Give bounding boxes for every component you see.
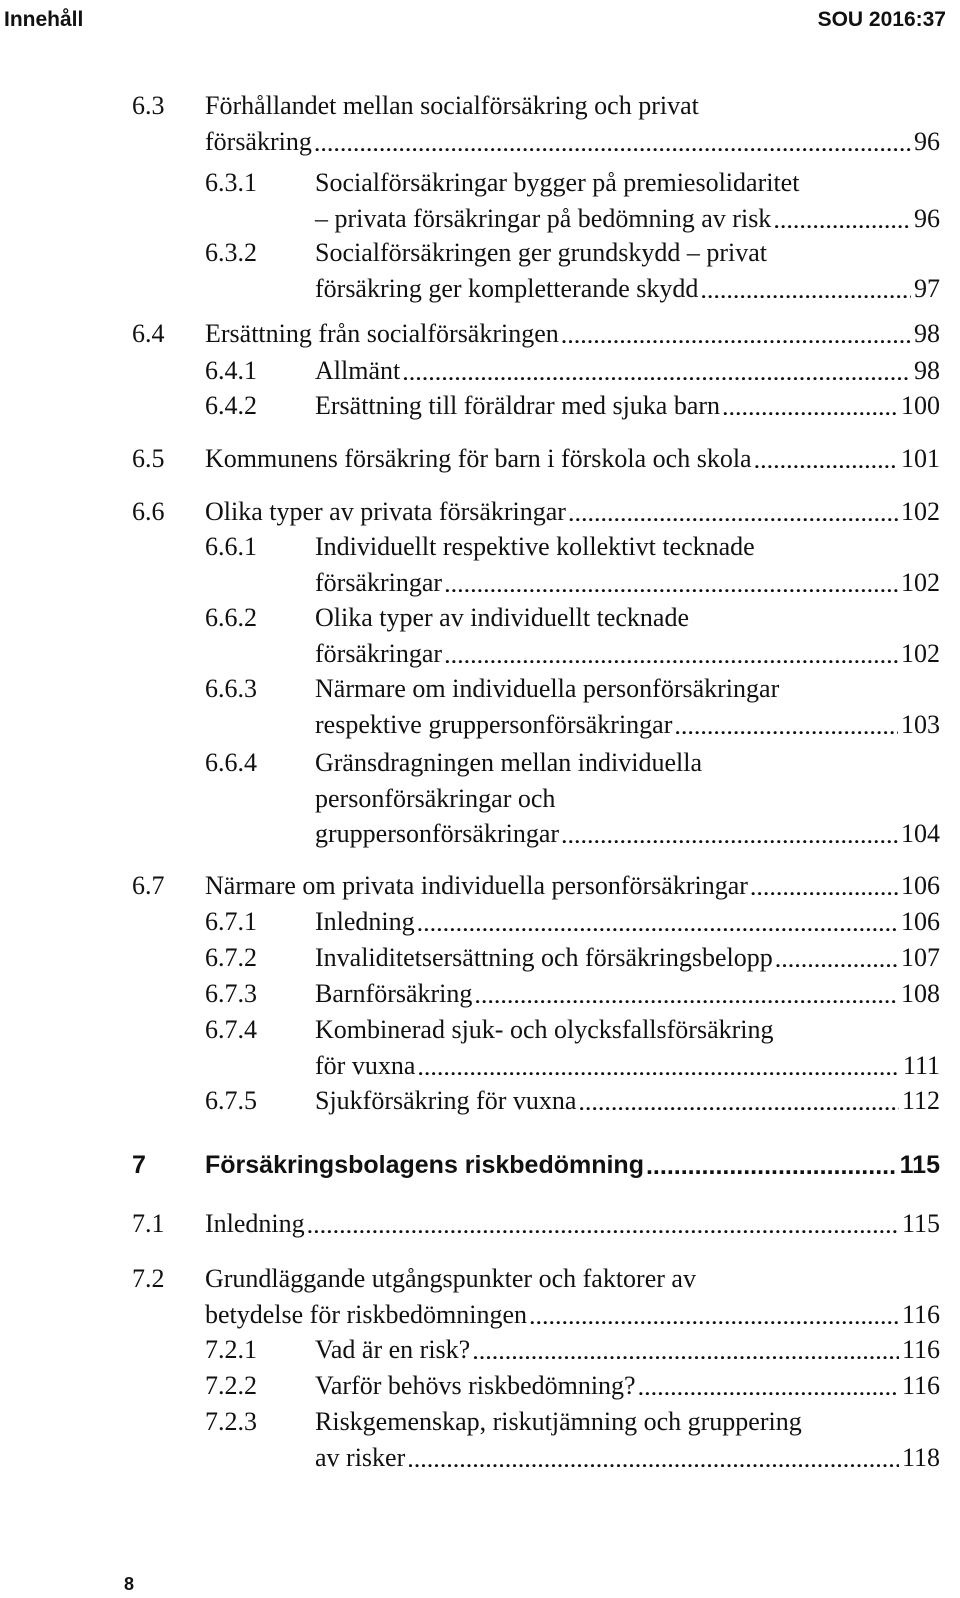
toc-entry-title: försäkring ger kompletterande skydd — [315, 273, 699, 303]
toc-entry-title: Kombinerad sjuk- och olycksfallsförsäkring — [315, 1015, 774, 1044]
toc-entry-title: – privata försäkringar på bedömning av risk — [315, 203, 772, 233]
dot-leader — [750, 869, 898, 895]
toc-entry-number: 7.2.1 — [205, 1335, 257, 1364]
toc-entry-title: Olika typer av privata försäkringar — [205, 497, 566, 526]
toc-entry-page: 115 — [899, 1151, 940, 1179]
toc-entry-number: 6.6.1 — [205, 532, 257, 561]
toc-entry[interactable] — [205, 1332, 940, 1368]
toc-entry-title: Ersättning till föräldrar med sjuka barn — [315, 391, 721, 420]
toc-entry-page: 96 — [914, 203, 940, 233]
toc-entry[interactable] — [205, 353, 940, 389]
toc-entry-number: 7 — [132, 1151, 146, 1179]
toc-entry-title: personförsäkringar och — [315, 783, 556, 813]
toc-entry-number: 6.6 — [132, 497, 165, 526]
toc-entry-page: 116 — [901, 1335, 940, 1364]
toc-entry-page: 103 — [901, 709, 940, 739]
toc-entry-page: 107 — [901, 943, 940, 972]
toc-entry-title: Allmänt — [315, 356, 401, 385]
toc-entry-page: 111 — [902, 1050, 940, 1080]
toc-entry-page: 98 — [914, 319, 940, 348]
toc-entry-title: Inledning — [205, 1209, 305, 1238]
toc-entry-title: Varför behövs riskbedömning? — [315, 1371, 636, 1400]
toc-entry-title: Gränsdragningen mellan individuella — [315, 748, 703, 777]
toc-entry-number: 6.7.1 — [205, 907, 257, 936]
toc-entry[interactable] — [205, 671, 940, 742]
toc-entry-number: 6.3.1 — [205, 168, 257, 197]
toc-entry-number: 7.2.3 — [205, 1407, 257, 1436]
toc-entry-page: 116 — [901, 1371, 940, 1400]
toc-entry-number: 6.7.2 — [205, 943, 257, 972]
toc-entry-number: 6.7 — [132, 871, 165, 900]
toc-entry[interactable] — [132, 1206, 940, 1242]
toc-entry-number: 6.3.2 — [205, 238, 257, 267]
toc-entry[interactable] — [205, 940, 940, 976]
dot-leader — [472, 1333, 899, 1359]
toc-entry[interactable] — [205, 388, 940, 424]
toc-entry[interactable] — [132, 868, 940, 904]
toc-entry-title: Förhållandet mellan socialförsäkring och privat — [205, 91, 699, 120]
toc-entry-page: 96 — [914, 126, 940, 156]
toc-entry-page: 116 — [901, 1299, 940, 1329]
toc-entry-number: 6.6.4 — [205, 748, 257, 777]
dot-leader — [444, 637, 898, 663]
toc-entry-title: betydelse för riskbedömningen — [205, 1299, 528, 1329]
toc-entry-page: 102 — [901, 638, 940, 668]
dot-leader — [407, 1441, 899, 1467]
dot-leader — [638, 1369, 899, 1395]
toc-entry-title: för vuxna — [315, 1050, 416, 1080]
dot-leader — [561, 317, 911, 343]
toc-entry-title: Socialförsäkringar bygger på premiesolidaritet — [315, 168, 800, 197]
toc-entry-title: försäkring — [205, 126, 312, 156]
toc-entry-page: 97 — [914, 273, 940, 303]
toc-entry-page: 104 — [901, 819, 940, 848]
toc-entry[interactable] — [205, 529, 940, 600]
dot-leader — [568, 495, 898, 521]
toc-entry-title: Närmare om individuella personförsäkringar — [315, 674, 780, 703]
toc-entry-number: 6.4 — [132, 319, 165, 348]
toc-entry-title: av risker — [315, 1442, 406, 1472]
toc-entry-title: Inledning — [315, 907, 415, 936]
toc-entry-title: Riskgemenskap, riskutjämning och gruppering — [315, 1407, 802, 1436]
dot-leader — [646, 1149, 897, 1174]
toc-entry-page: 101 — [901, 444, 940, 473]
toc-entry[interactable] — [132, 316, 940, 352]
toc-entry[interactable] — [205, 1012, 940, 1083]
toc-entry-number: 7.1 — [132, 1209, 165, 1238]
dot-leader — [775, 941, 898, 967]
toc-entry-page: 118 — [901, 1442, 940, 1472]
toc-entry-title: Närmare om privata individuella personförsäkringar — [205, 871, 748, 900]
toc-entry-page: 102 — [901, 497, 940, 526]
dot-leader — [529, 1298, 899, 1324]
dot-leader — [307, 1207, 899, 1233]
toc-entry-page: 106 — [901, 871, 940, 900]
toc-entry-title: Invaliditetsersättning och försäkringsbelopp — [315, 943, 773, 972]
toc-entry[interactable] — [205, 976, 940, 1012]
dot-leader — [773, 202, 911, 228]
toc-entry-title: Individuellt respektive kollektivt tecknade — [315, 532, 755, 561]
toc-entry[interactable] — [205, 1404, 940, 1475]
toc-entry-title: Grundläggande utgångspunkter och faktorer av — [205, 1264, 696, 1293]
toc-entry[interactable] — [132, 494, 940, 530]
dot-leader — [674, 708, 898, 734]
toc-entry-number: 6.7.5 — [205, 1086, 257, 1115]
dot-leader — [700, 272, 911, 298]
dot-leader — [474, 977, 898, 1003]
toc-entry[interactable] — [205, 165, 940, 236]
toc-entry[interactable] — [205, 1368, 940, 1404]
running-header-report-id: SOU 2016:37 — [817, 8, 946, 31]
dot-leader — [402, 354, 911, 380]
toc-entry[interactable] — [132, 88, 940, 159]
toc-entry-page: 100 — [901, 391, 940, 420]
toc-entry-page: 106 — [901, 907, 940, 936]
toc-entry-title: Barnförsäkring — [315, 979, 473, 1008]
dot-leader — [578, 1084, 899, 1110]
toc-entry-number: 6.3 — [132, 91, 165, 120]
toc-entry-page: 108 — [901, 979, 940, 1008]
toc-entry-number: 6.7.3 — [205, 979, 257, 1008]
toc-entry-title: Kommunens försäkring för barn i förskola och skola — [205, 444, 752, 473]
toc-entry-title: Försäkringsbolagens riskbedömning — [205, 1151, 644, 1179]
toc-entry-number: 6.7.4 — [205, 1015, 257, 1044]
toc-entry-page: 115 — [901, 1209, 940, 1238]
running-header-section: Innehåll — [4, 8, 84, 31]
toc-entry-number: 6.4.1 — [205, 356, 257, 385]
toc-entry[interactable] — [205, 1083, 940, 1119]
toc-entry-page: 112 — [901, 1086, 940, 1115]
toc-entry-number: 7.2 — [132, 1264, 165, 1293]
toc-entry-number: 6.4.2 — [205, 391, 257, 420]
toc-entry[interactable] — [205, 745, 940, 852]
toc-entry[interactable] — [205, 235, 940, 306]
dot-leader — [444, 566, 898, 592]
dot-leader — [417, 905, 898, 931]
toc-entry[interactable] — [132, 441, 940, 477]
toc-entry-number: 6.6.2 — [205, 603, 257, 632]
toc-entry-title: försäkringar — [315, 638, 443, 668]
toc-entry-page: 98 — [914, 356, 940, 385]
dot-leader — [722, 389, 898, 415]
dot-leader — [314, 125, 911, 151]
toc-entry-number: 6.5 — [132, 444, 165, 473]
toc-entry-page: 102 — [901, 567, 940, 597]
toc-entry-number: 7.2.2 — [205, 1371, 257, 1400]
toc-entry-title: Ersättning från socialförsäkringen — [205, 319, 559, 348]
page-number: 8 — [124, 1574, 135, 1594]
dot-leader — [417, 1049, 900, 1075]
toc-entry-number: 6.6.3 — [205, 674, 257, 703]
toc-entry-title: Socialförsäkringen ger grundskydd – privat — [315, 238, 768, 267]
toc-entry-title: gruppersonförsäkringar — [315, 819, 560, 848]
dot-leader — [754, 442, 898, 468]
toc-entry-title: Vad är en risk? — [315, 1335, 471, 1364]
toc-entry-title: respektive gruppersonförsäkringar — [315, 709, 673, 739]
toc-entry-title: försäkringar — [315, 567, 443, 597]
toc-entry[interactable] — [132, 1148, 940, 1184]
toc-entry[interactable] — [205, 904, 940, 940]
dot-leader — [561, 817, 898, 843]
toc-entry-title: Olika typer av individuellt tecknade — [315, 603, 689, 632]
toc-entry-title: Sjukförsäkring för vuxna — [315, 1086, 577, 1115]
toc-entry[interactable] — [132, 1261, 940, 1332]
toc-entry[interactable] — [205, 600, 940, 671]
